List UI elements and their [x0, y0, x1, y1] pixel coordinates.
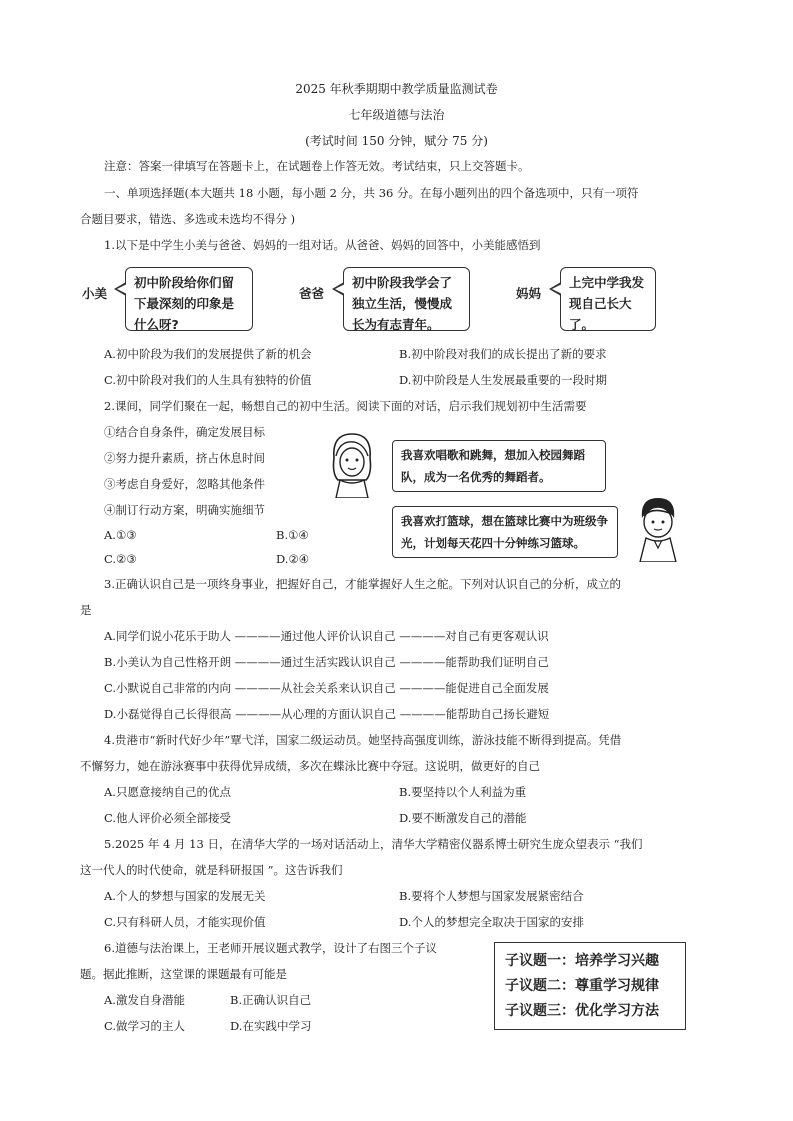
- q1-option-b: B.初中阶段对我们的成长提出了新的要求: [399, 347, 607, 361]
- speaker-baba: 爸爸: [299, 286, 325, 301]
- girl-speech-text: 我喜欢唱歌和跳舞，想加入校园舞蹈队，成为一名优秀的舞蹈者。: [401, 448, 585, 484]
- girl-illustration: [322, 428, 382, 498]
- q6-stem-line1: 6.道德与法治课上，王老师开展议题式教学，设计了右图三个子议: [104, 941, 437, 955]
- q2-item-4: ④制订行动方案，明确实施细节: [104, 503, 265, 517]
- q1-option-a: A.初中阶段为我们的发展提供了新的机会: [104, 347, 312, 361]
- bubble-xiaomei: [125, 267, 253, 331]
- q3-option-a: A.同学们说小花乐于助人 ————通过他人评价认识自己 ————对自己有更客观认识: [104, 629, 549, 643]
- q5-option-a: A.个人的梦想与国家的发展无关: [104, 889, 266, 903]
- q3-option-d: D.小磊觉得自己长得很高 ————从心理的方面认识自己 ————能帮助自己扬长避短: [104, 707, 550, 721]
- exam-subject: 七年级道德与法治: [348, 108, 445, 122]
- q4-option-c: C.他人评价必须全部接受: [104, 811, 232, 825]
- subtopic-box: [494, 942, 686, 1030]
- q6-option-c: C.做学习的主人: [104, 1019, 186, 1033]
- q2-item-3: ③考虑自身爱好，忽略其他条件: [104, 477, 265, 491]
- bubble-baba: [343, 267, 470, 331]
- exam-title: 2025 年秋季期期中教学质量监测试卷: [295, 82, 498, 96]
- exam-info: (考试时间 150 分钟，赋分 75 分): [305, 134, 488, 148]
- q5-option-d: D.个人的梦想完全取决于国家的安排: [399, 915, 584, 929]
- q1-option-d: D.初中阶段是人生发展最重要的一段时期: [399, 373, 607, 387]
- boy-illustration: [628, 492, 686, 562]
- q6-option-d: D.在实践中学习: [230, 1019, 312, 1033]
- boy-speech-box: [392, 506, 618, 558]
- q6-stem-line2: 题。据此推断，这堂课的课题最有可能是: [80, 967, 287, 981]
- q6-option-b: B.正确认识自己: [230, 993, 312, 1007]
- girl-speech-box: [392, 440, 606, 492]
- q5-option-b: B.要将个人梦想与国家发展紧密结合: [399, 889, 584, 903]
- bubble-mama: [560, 267, 656, 331]
- bubble-baba-text: 初中阶段我学会了独立生活，慢慢成长为有志青年。: [352, 275, 453, 332]
- q2-option-b: B.①④: [276, 528, 309, 542]
- q2-option-d: D.②④: [276, 552, 310, 566]
- section-heading-line2: 合题目要求，错选、多选或未选均不得分 ): [80, 212, 296, 226]
- q5-option-c: C.只有科研人员，才能实现价值: [104, 915, 266, 929]
- q2-stem: 2.课间，同学们聚在一起，畅想自己的初中生活。阅读下面的对话，启示我们规划初中生活需要: [104, 399, 587, 413]
- subtopic-1: 子议题一：培养学习兴趣: [505, 953, 659, 969]
- q3-option-b: B.小美认为自己性格开朗 ————通过生活实践认识自己 ————能帮助我们证明自己: [104, 655, 549, 669]
- boy-speech-text: 我喜欢打篮球，想在篮球比赛中为班级争光，计划每天花四十分钟练习篮球。: [401, 514, 608, 550]
- notice: 注意：答案一律填写在答题卡上，在试题卷上作答无效。考试结束，只上交答题卡。: [104, 159, 530, 173]
- q2-item-1: ①结合自身条件，确定发展目标: [104, 425, 265, 439]
- q4-stem-line1: 4.贵港市“新时代好少年”覃弋洋，国家二级运动员。她坚持高强度训练，游泳技能不断得到提高。凭借: [104, 733, 622, 747]
- bubble-xiaomei-text: 初中阶段给你们留下最深刻的印象是什么呀?: [134, 275, 235, 332]
- q2-item-2: ②努力提升素质，挤占休息时间: [104, 451, 265, 465]
- speaker-xiaomei: 小美: [82, 286, 108, 301]
- subtopic-2: 子议题二：尊重学习规律: [505, 978, 659, 994]
- q3-stem-line2: 是: [80, 603, 92, 617]
- subtopic-3: 子议题三：优化学习方法: [505, 1003, 659, 1019]
- bubble-mama-text: 上完中学我发现自己长大了。: [569, 275, 645, 332]
- q1-stem: 1.以下是中学生小美与爸爸、妈妈的一组对话。从爸爸、妈妈的回答中，小美能感悟到: [104, 238, 541, 252]
- q2-option-a: A.①③: [104, 528, 137, 542]
- q4-option-b: B.要坚持以个人利益为重: [399, 785, 527, 799]
- section-heading-line1: 一、单项选择题(本大题共 18 小题，每小题 2 分，共 36 分。在每小题列出的四个备选项中，只有一项符: [104, 186, 639, 200]
- q5-stem-line1: 5.2025 年 4 月 13 日，在清华大学的一场对话活动上，清华大学精密仪器系博士研究生庞众望表示 “我们: [104, 837, 643, 851]
- q1-option-c: C.初中阶段对我们的人生具有独特的价值: [104, 373, 312, 387]
- q4-option-a: A.只愿意接纳自己的优点: [104, 785, 231, 799]
- q5-stem-line2: 这一代人的时代使命，就是科研报国 ”。这告诉我们: [80, 863, 343, 877]
- q3-stem-line1: 3.正确认识自己是一项终身事业，把握好自己，才能掌握好人生之舵。下列对认识自己的分析，成立的: [104, 577, 621, 591]
- speaker-mama: 妈妈: [516, 286, 542, 301]
- q3-option-c: C.小默说自己非常的内向 ————从社会关系来认识自己 ————能促进自己全面发展: [104, 681, 549, 695]
- q6-option-a: A.激发自身潜能: [104, 993, 185, 1007]
- q4-option-d: D.要不断激发自己的潜能: [399, 811, 527, 825]
- q2-option-c: C.②③: [104, 552, 137, 566]
- q4-stem-line2: 不懈努力，她在游泳赛事中获得优异成绩，多次在蝶泳比赛中夺冠。这说明，做更好的自己: [80, 759, 540, 773]
